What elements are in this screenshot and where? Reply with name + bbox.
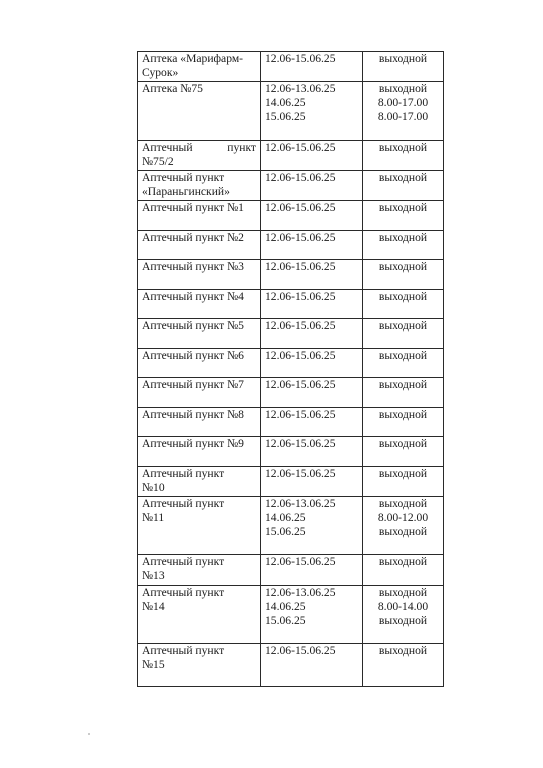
status-cell: [363, 585, 444, 643]
status-line: выходной: [378, 348, 428, 362]
pharmacy-name-cell: [138, 378, 261, 408]
status-line: 8.00-17.00: [377, 110, 429, 123]
status-line: выходной: [378, 141, 428, 154]
pharmacy-name-line: Аптечный пункт №6: [142, 348, 244, 362]
pharmacy-name-line: Аптека №75: [142, 82, 203, 95]
status-cell: [363, 466, 444, 496]
pharmacy-name-line: Аптечный пункт №2: [142, 230, 244, 244]
pharmacy-name-cell: [138, 319, 261, 349]
date-line: 12.06-15.06.25: [265, 554, 336, 568]
pharmacy-name-cell: [138, 496, 261, 554]
pharmacy-name-cell: [138, 554, 261, 585]
date-line: 12.06-15.06.25: [265, 141, 336, 154]
status-line: 8.00-17.00: [377, 96, 429, 109]
table-row: [138, 319, 444, 349]
table-row: [138, 171, 444, 201]
pharmacy-name-line: Аптечный пункт №9: [142, 437, 244, 450]
dates-cell: [261, 141, 363, 171]
dates-cell: [261, 496, 363, 554]
date-line: 14.06.25: [265, 96, 306, 109]
status-line: 8.00-14.00: [377, 599, 429, 613]
pharmacy-name-line: Аптечный пункт №1: [142, 201, 244, 214]
pharmacy-name-cell: [138, 289, 261, 319]
status-line: выходной: [378, 171, 428, 184]
status-cell: [363, 437, 444, 467]
table-row: [138, 141, 444, 171]
scan-speck: [88, 733, 90, 735]
pharmacy-name-cell: [138, 466, 261, 496]
status-cell: [363, 554, 444, 585]
pharmacy-name-cell: [138, 82, 261, 141]
pharmacy-name-cell: [138, 201, 261, 231]
pharmacy-name-cell: [138, 437, 261, 467]
status-line: выходной: [378, 554, 428, 568]
date-line: 12.06-15.06.25: [265, 52, 336, 65]
dates-cell: [261, 643, 363, 686]
table-row: [138, 496, 444, 554]
table-row: [138, 348, 444, 378]
dates-cell: [261, 289, 363, 319]
dates-cell: [261, 407, 363, 437]
status-line: 8.00-12.00: [377, 510, 429, 524]
pharmacy-name-cell: [138, 348, 261, 378]
status-line: выходной: [378, 407, 428, 421]
pharmacy-name-cell: [138, 260, 261, 290]
dates-cell: [261, 348, 363, 378]
date-line: 14.06.25: [265, 510, 306, 524]
status-line: выходной: [378, 524, 428, 538]
date-line: 12.06-15.06.25: [265, 171, 336, 184]
pharmacy-name-line: Аптечный пункт №5: [142, 319, 244, 332]
date-line: 12.06-15.06.25: [265, 643, 336, 657]
dates-cell: [261, 585, 363, 643]
pharmacy-name-line: Аптечный пункт №3: [142, 260, 244, 273]
pharmacy-name-cell: [138, 585, 261, 643]
table-row: [138, 378, 444, 408]
pharmacy-name-token: Аптечный: [142, 141, 193, 154]
status-line: выходной: [378, 230, 428, 244]
pharmacy-name-line-spread: [142, 141, 256, 155]
pharmacy-name-cell: [138, 52, 261, 82]
table-row: [138, 201, 444, 231]
status-line: выходной: [378, 319, 428, 332]
status-line: выходной: [378, 437, 428, 450]
table-row: [138, 466, 444, 496]
date-line: 12.06-15.06.25: [265, 319, 336, 332]
table-row: [138, 260, 444, 290]
status-line: выходной: [378, 378, 428, 391]
date-line: 12.06-15.06.25: [265, 348, 336, 362]
pharmacy-name-token: пункт: [227, 141, 256, 154]
table-row: [138, 643, 444, 686]
pharmacy-name-cell: [138, 407, 261, 437]
pharmacy-name-line: Аптечный пункт: [142, 171, 225, 184]
pharmacy-name-line: Аптечный пункт: [142, 496, 225, 510]
date-line: 15.06.25: [265, 524, 306, 538]
dates-cell: [261, 260, 363, 290]
pharmacy-name-line: Аптечный пункт: [142, 554, 225, 568]
pharmacy-name-line: Аптечный пункт №4: [142, 289, 244, 303]
table-row: [138, 407, 444, 437]
pharmacy-name-line: Аптечный пункт №7: [142, 378, 244, 391]
date-line: 12.06-15.06.25: [265, 260, 336, 273]
status-cell: [363, 52, 444, 82]
dates-cell: [261, 52, 363, 82]
status-cell: [363, 407, 444, 437]
pharmacy-name-line: Аптечный пункт: [142, 643, 225, 657]
status-line: выходной: [378, 585, 428, 599]
status-line: выходной: [378, 466, 428, 480]
table-row: [138, 289, 444, 319]
date-line: 12.06-15.06.25: [265, 437, 336, 450]
status-cell: [363, 141, 444, 171]
status-cell: [363, 289, 444, 319]
date-line: 12.06-13.06.25: [265, 496, 336, 510]
status-cell: [363, 260, 444, 290]
dates-cell: [261, 319, 363, 349]
pharmacy-name-line: Аптечный пункт: [142, 585, 225, 599]
status-line: выходной: [378, 260, 428, 273]
date-line: 15.06.25: [265, 613, 306, 627]
date-line: 12.06-15.06.25: [265, 230, 336, 244]
status-line: выходной: [378, 201, 428, 214]
date-line: 12.06-15.06.25: [265, 289, 336, 303]
date-line: 12.06-15.06.25: [265, 407, 336, 421]
date-line: 15.06.25: [265, 110, 306, 123]
pharmacy-name-line: №75/2: [142, 155, 174, 168]
pharmacy-name-line: «Параньгинский»: [142, 185, 230, 198]
dates-cell: [261, 201, 363, 231]
status-line: выходной: [378, 52, 428, 65]
pharmacy-name-cell: [138, 141, 261, 171]
status-cell: [363, 201, 444, 231]
status-cell: [363, 230, 444, 260]
dates-cell: [261, 171, 363, 201]
pharmacy-name-line: №14: [142, 599, 165, 613]
table-row: [138, 82, 444, 141]
date-line: 12.06-13.06.25: [265, 585, 336, 599]
dates-cell: [261, 554, 363, 585]
pharmacy-name-line: Сурок»: [142, 66, 179, 79]
status-cell: [363, 496, 444, 554]
date-line: 12.06-15.06.25: [265, 378, 336, 391]
pharmacy-name-line: Аптека «Марифарм-: [142, 52, 244, 65]
date-line: 12.06-15.06.25: [265, 201, 336, 214]
table-row: [138, 437, 444, 467]
pharmacy-name-cell: [138, 643, 261, 686]
dates-cell: [261, 230, 363, 260]
status-cell: [363, 319, 444, 349]
status-line: выходной: [378, 643, 428, 657]
status-line: выходной: [378, 613, 428, 627]
pharmacy-name-word: [142, 141, 256, 155]
pharmacy-name-line: Аптечный пункт: [142, 466, 225, 480]
pharmacy-name-line: №15: [142, 657, 165, 671]
status-line: выходной: [378, 289, 428, 303]
dates-cell: [261, 378, 363, 408]
status-cell: [363, 378, 444, 408]
pharmacy-name-line: Аптечный пункт №8: [142, 407, 244, 421]
status-cell: [363, 171, 444, 201]
status-line: выходной: [378, 496, 428, 510]
pharmacy-name-cell: [138, 171, 261, 201]
table-row: [138, 52, 444, 82]
table-row: [138, 585, 444, 643]
status-line: выходной: [378, 82, 428, 95]
date-line: 14.06.25: [265, 599, 306, 613]
status-cell: [363, 348, 444, 378]
pharmacy-name-line: №11: [142, 510, 165, 524]
pharmacy-schedule-table: [137, 51, 444, 687]
status-cell: [363, 643, 444, 686]
dates-cell: [261, 466, 363, 496]
table-row: [138, 554, 444, 585]
pharmacy-name-line: №13: [142, 568, 165, 582]
date-line: 12.06-13.06.25: [265, 82, 336, 95]
pharmacy-name-line: №10: [142, 480, 165, 494]
table-row: [138, 230, 444, 260]
status-cell: [363, 82, 444, 141]
dates-cell: [261, 82, 363, 141]
pharmacy-name-cell: [138, 230, 261, 260]
dates-cell: [261, 437, 363, 467]
date-line: 12.06-15.06.25: [265, 466, 336, 480]
